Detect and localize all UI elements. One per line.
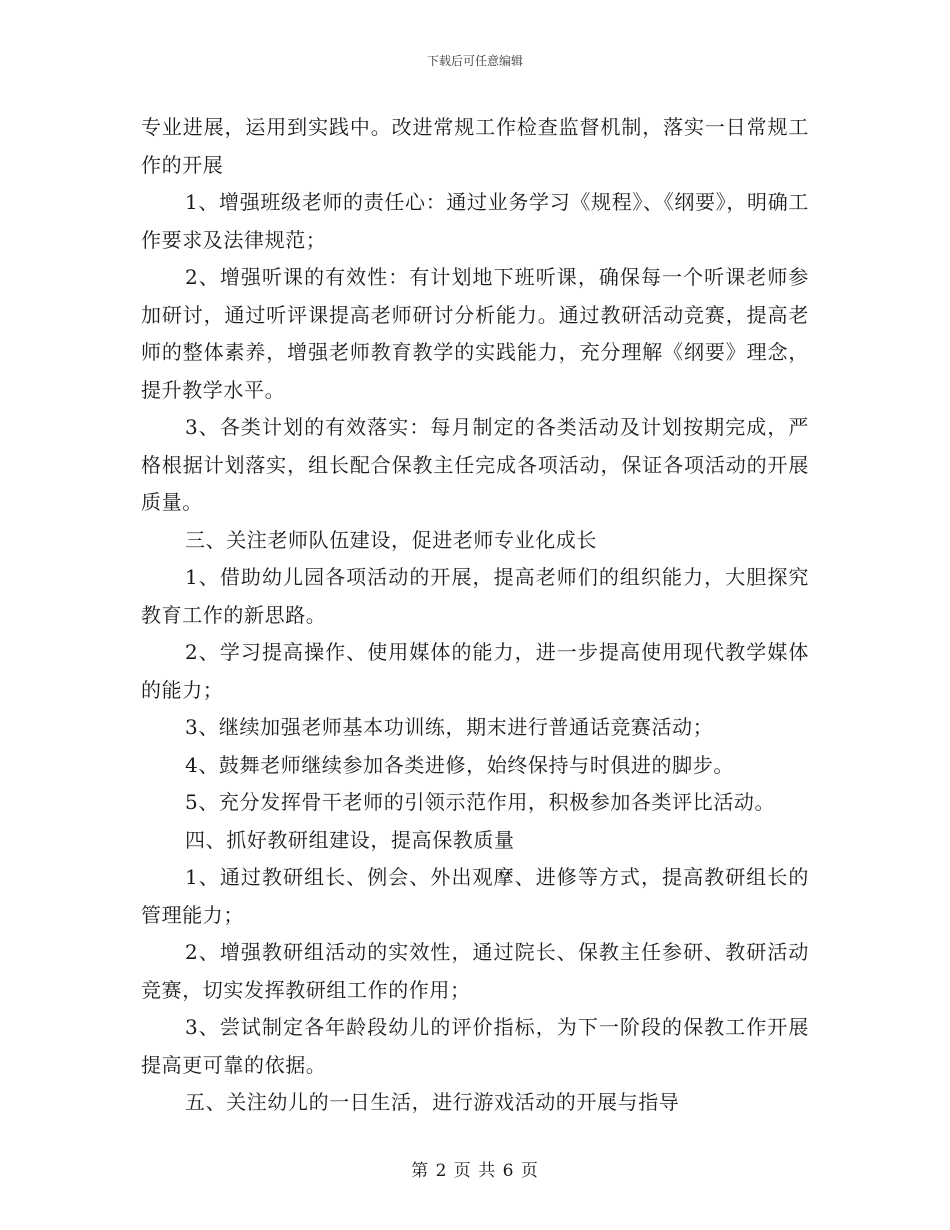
section-heading-daily-life: 五、关注幼儿的一日生活，进行游戏活动的开展与指导 [185, 1090, 680, 1114]
paragraph-backbone-teachers: 5、充分发挥骨干老师的引领示范作用，积极参加各类评比活动。 [185, 790, 776, 814]
paragraph-continuation: 专业进展，运用到实践中。改进常规工作检查监督机制，落实一日常规工作的开展 [141, 115, 809, 177]
paragraph-basic-training: 3、继续加强老师基本功训练，期末进行普通话竞赛活动； [185, 715, 714, 739]
page-header-note: 下载后可任意编辑 [426, 54, 523, 68]
paragraph-further-study: 4、鼓舞老师继续参加各类进修，始终保持与时俱进的脚步。 [185, 752, 734, 777]
paragraph-organization-ability: 1、借助幼儿园各项活动的开展，提高老师们的组织能力，大胆探究教育工作的新思路。 [141, 565, 809, 627]
document-body [141, 109, 809, 1122]
page-number-footer: 第 2 页 共 6 页 [411, 1161, 539, 1181]
paragraph-media-skills: 2、学习提高操作、使用媒体的能力，进一步提高使用现代教学媒体的能力； [141, 640, 809, 702]
paragraph-group-effectiveness: 2、增强教研组活动的实效性，通过院长、保教主任参研、教研活动竞赛，切实发挥教研组工作的作用； [141, 940, 809, 1002]
paragraph-plan-implementation: 3、各类计划的有效落实：每月制定的各类活动及计划按期完成，严格根据计划落实，组长配合保教主任完成各项活动，保证各项活动的开展质量。 [141, 415, 809, 514]
section-heading-teacher-team: 三、关注老师队伍建设，促进老师专业化成长 [185, 527, 597, 552]
section-heading-research-group: 四、抓好教研组建设，提高保教质量 [185, 827, 515, 852]
paragraph-evaluation-indicators: 3、尝试制定各年龄段幼儿的评价指标，为下一阶段的保教工作开展提高更可靠的依据。 [141, 1015, 809, 1077]
paragraph-responsibility: 1、增强班级老师的责任心：通过业务学习《规程》、《纲要》，明确工作要求及法律规范； [141, 190, 809, 252]
paragraph-lesson-observation: 2、增强听课的有效性：有计划地下班听课，确保每一个听课老师参加研讨，通过听评课提高老师研讨分析能力。通过教研活动竞赛，提高老师的整体素养，增强老师教育教学的实践能力，充分理解《纲要》理念，提升教学水平。 [141, 265, 809, 402]
paragraph-group-leader: 1、通过教研组长、例会、外出观摩、进修等方式，提高教研组长的管理能力； [141, 865, 809, 927]
